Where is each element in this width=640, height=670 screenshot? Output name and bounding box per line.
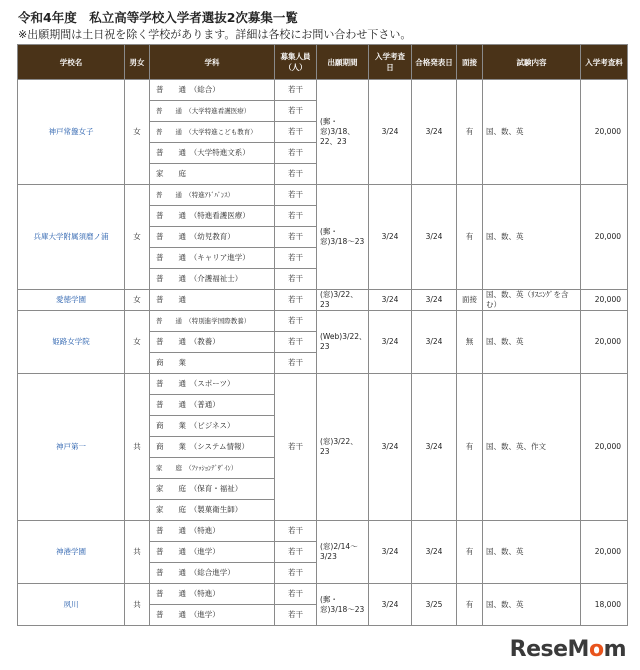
school-name: 姫路女学院 (18, 311, 125, 374)
fee-cell: 18,000 (581, 584, 628, 626)
period-cell: (窓)2/14～3/23 (317, 521, 369, 584)
course-cell: 普 通 （介護福祉士） (150, 269, 275, 290)
gender-cell: 女 (125, 311, 150, 374)
quota-cell: 若干 (275, 206, 317, 227)
course-cell: 普 通 （総合進学） (150, 563, 275, 584)
quota-cell: 若干 (275, 227, 317, 248)
course-cell: 普 通 （幼児教育） (150, 227, 275, 248)
course-cell: 商 業 （システム情報） (150, 437, 275, 458)
period-cell: (窓)3/22、23 (317, 374, 369, 521)
exam-date-cell: 3/24 (369, 374, 412, 521)
period-cell: (郵・窓)3/18～23 (317, 185, 369, 290)
admission-table (17, 44, 628, 626)
course-cell: 普 通 （特進） (150, 521, 275, 542)
exam-date-cell: 3/24 (369, 80, 412, 185)
column-header: 入学考査日 (369, 45, 412, 80)
column-header: 学校名 (18, 45, 125, 80)
table-row (18, 521, 628, 542)
result-date-cell: 3/24 (412, 185, 457, 290)
exam-date-cell: 3/24 (369, 521, 412, 584)
course-cell: 家 庭 （ﾌｧｯｼｮﾝﾃﾞｻﾞｲﾝ） (150, 458, 275, 479)
course-cell: 商 業 (150, 353, 275, 374)
school-name: 神戸第一 (18, 374, 125, 521)
course-cell: 普 通 (150, 290, 275, 311)
quota-cell: 若干 (275, 164, 317, 185)
exam-content-cell: 国、数、英 (483, 584, 581, 626)
exam-date-cell: 3/24 (369, 311, 412, 374)
course-cell: 家 庭 （保育・福祉） (150, 479, 275, 500)
result-date-cell: 3/24 (412, 311, 457, 374)
exam-content-cell: 国、数、英 (483, 311, 581, 374)
interview-cell: 有 (457, 185, 483, 290)
table-header-row (18, 45, 628, 80)
course-cell: 普 通 （普通） (150, 395, 275, 416)
quota-cell: 若干 (275, 542, 317, 563)
course-cell: 普 通 （キャリア進学） (150, 248, 275, 269)
course-cell: 普 通 （大学特進文系） (150, 143, 275, 164)
interview-cell: 有 (457, 374, 483, 521)
gender-cell: 女 (125, 185, 150, 290)
interview-cell: 無 (457, 311, 483, 374)
course-cell: 普 通 （特別進学国際教養） (150, 311, 275, 332)
period-cell: (Web)3/22、23 (317, 311, 369, 374)
quota-cell: 若干 (275, 185, 317, 206)
fee-cell: 20,000 (581, 185, 628, 290)
quota-cell: 若干 (275, 122, 317, 143)
resemom-logo: ReseMom (509, 637, 626, 662)
column-header: 入学考査料 (581, 45, 628, 80)
interview-cell: 有 (457, 584, 483, 626)
exam-content-cell: 国、数、英、作文 (483, 374, 581, 521)
fee-cell: 20,000 (581, 290, 628, 311)
fee-cell: 20,000 (581, 311, 628, 374)
result-date-cell: 3/25 (412, 584, 457, 626)
column-header: 試験内容 (483, 45, 581, 80)
school-name: 夙川 (18, 584, 125, 626)
quota-cell: 若干 (275, 269, 317, 290)
course-cell: 普 通 （進学） (150, 542, 275, 563)
quota-cell: 若干 (275, 332, 317, 353)
course-cell: 普 通 （大学特進こども教育） (150, 122, 275, 143)
fee-cell: 20,000 (581, 80, 628, 185)
interview-cell: 有 (457, 80, 483, 185)
period-cell: (郵・窓)3/18～23 (317, 584, 369, 626)
exam-content-cell: 国、数、英（ﾘｽﾆﾝｸﾞを含む） (483, 290, 581, 311)
exam-content-cell: 国、数、英 (483, 80, 581, 185)
table-row (18, 584, 628, 605)
quota-cell: 若干 (275, 521, 317, 542)
quota-cell: 若干 (275, 143, 317, 164)
school-name: 愛徳学園 (18, 290, 125, 311)
column-header: 学科 (150, 45, 275, 80)
quota-cell: 若干 (275, 605, 317, 626)
quota-cell: 若干 (275, 80, 317, 101)
course-cell: 普 通 （特進ｱﾄﾞﾊﾞﾝｽ） (150, 185, 275, 206)
quota-cell: 若干 (275, 563, 317, 584)
quota-cell: 若干 (275, 290, 317, 311)
interview-cell: 有 (457, 521, 483, 584)
course-cell: 普 通 （教養） (150, 332, 275, 353)
course-cell: 商 業 （ビジネス） (150, 416, 275, 437)
quota-cell: 若干 (275, 374, 317, 521)
fee-cell: 20,000 (581, 374, 628, 521)
column-header: 募集人員（人） (275, 45, 317, 80)
table-row (18, 311, 628, 332)
fee-cell: 20,000 (581, 521, 628, 584)
result-date-cell: 3/24 (412, 290, 457, 311)
course-cell: 普 通 （スポーツ） (150, 374, 275, 395)
gender-cell: 共 (125, 521, 150, 584)
page-title: 令和4年度 私立高等学校入学者選抜2次募集一覧 (18, 10, 298, 25)
course-cell: 家 庭 (150, 164, 275, 185)
gender-cell: 共 (125, 584, 150, 626)
gender-cell: 共 (125, 374, 150, 521)
course-cell: 普 通 （進学） (150, 605, 275, 626)
exam-date-cell: 3/24 (369, 584, 412, 626)
interview-cell: 面接 (457, 290, 483, 311)
table-row (18, 374, 628, 395)
course-cell: 普 通 （特進） (150, 584, 275, 605)
course-cell: 普 通 （大学特進看護医療） (150, 101, 275, 122)
gender-cell: 女 (125, 290, 150, 311)
quota-cell: 若干 (275, 311, 317, 332)
gender-cell: 女 (125, 80, 150, 185)
table-row (18, 290, 628, 311)
table-row (18, 80, 628, 101)
quota-cell: 若干 (275, 353, 317, 374)
quota-cell: 若干 (275, 584, 317, 605)
course-cell: 家 庭 （製菓衛生師） (150, 500, 275, 521)
school-name: 神港学園 (18, 521, 125, 584)
exam-date-cell: 3/24 (369, 185, 412, 290)
column-header: 男女 (125, 45, 150, 80)
course-cell: 普 通 （総合） (150, 80, 275, 101)
result-date-cell: 3/24 (412, 80, 457, 185)
exam-content-cell: 国、数、英 (483, 185, 581, 290)
table-row (18, 185, 628, 206)
course-cell: 普 通 （特進看護医療） (150, 206, 275, 227)
result-date-cell: 3/24 (412, 374, 457, 521)
period-cell: (郵・窓)3/18、22、23 (317, 80, 369, 185)
quota-cell: 若干 (275, 101, 317, 122)
school-name: 神戸常盤女子 (18, 80, 125, 185)
school-name: 兵庫大学附属須磨ノ浦 (18, 185, 125, 290)
column-header: 面接 (457, 45, 483, 80)
column-header: 合格発表日 (412, 45, 457, 80)
exam-content-cell: 国、数、英 (483, 521, 581, 584)
quota-cell: 若干 (275, 248, 317, 269)
page-note: ※出願期間は土日祝を除く学校があります。詳細は各校にお問い合わせ下さい。 (18, 28, 412, 41)
exam-date-cell: 3/24 (369, 290, 412, 311)
period-cell: (窓)3/22、23 (317, 290, 369, 311)
column-header: 出願期間 (317, 45, 369, 80)
result-date-cell: 3/24 (412, 521, 457, 584)
